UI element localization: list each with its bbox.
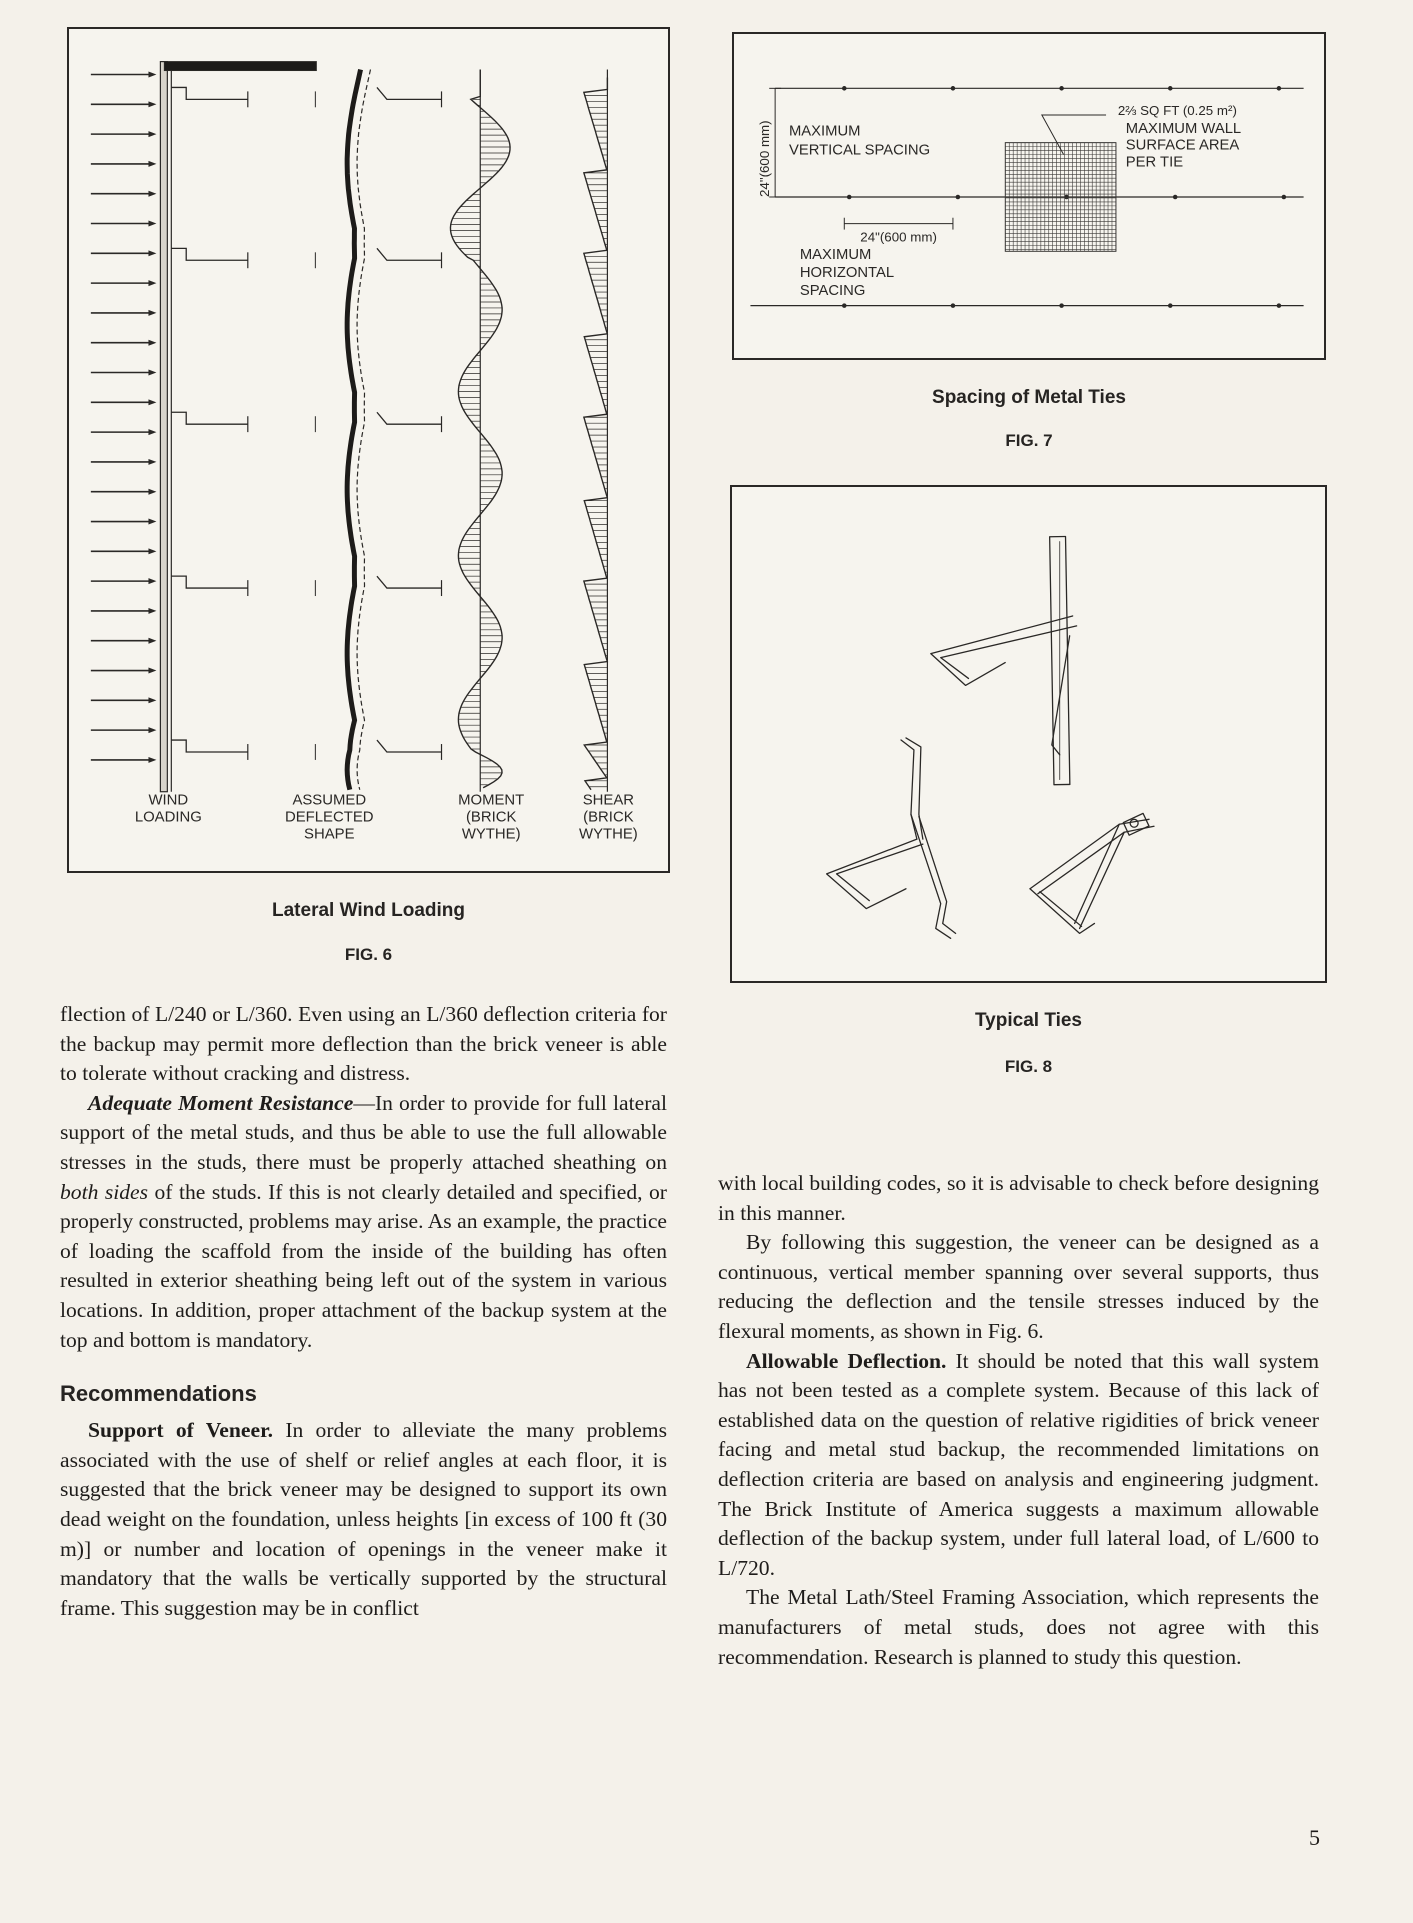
vertical-dimension-text: 24"(600 mm)	[757, 120, 773, 197]
figure-6-diagram	[69, 29, 668, 871]
svg-text:(BRICK: (BRICK	[583, 809, 634, 826]
paragraph: By following this suggestion, the veneer can be designed as a continuous, vertical member spanning over several supports, thus reducing the deflection and the tensile stresses induced by the flexural moments, as shown in Fig. 6.	[718, 1230, 1319, 1343]
run-in-heading: Adequate Moment Resistance	[88, 1090, 354, 1115]
section-heading: Recommendations	[60, 1381, 257, 1407]
figure-7-frame	[732, 32, 1326, 360]
figure-6-title: Lateral Wind Loading	[272, 900, 465, 921]
tie-with-plate	[931, 536, 1077, 784]
horizontal-dimension-text: 24"(600 mm)	[860, 229, 937, 245]
deflected-shape	[347, 70, 441, 790]
svg-text:MAXIMUM WALL: MAXIMUM WALL	[1125, 120, 1242, 137]
vertical-spacing-label: MAXIMUM	[788, 123, 861, 140]
left-column	[60, 1000, 667, 1623]
svg-text:MOMENT: MOMENT	[458, 792, 525, 809]
svg-text:VERTICAL SPACING: VERTICAL SPACING	[788, 142, 931, 159]
tie-z-bent	[827, 738, 956, 938]
svg-text:PER TIE: PER TIE	[1125, 154, 1184, 171]
page-number: 5	[1309, 1825, 1320, 1850]
svg-text:SHAPE: SHAPE	[304, 826, 355, 843]
figure-6-number: FIG. 6	[344, 945, 393, 964]
figure-7-title: Spacing of Metal Ties	[932, 387, 1126, 408]
svg-text:DEFLECTED: DEFLECTED	[284, 809, 374, 826]
wall-section	[160, 62, 316, 792]
svg-text:HORIZONTAL: HORIZONTAL	[799, 265, 895, 281]
figure-8-number: FIG. 8	[1004, 1057, 1053, 1076]
figure-8-frame	[730, 485, 1327, 983]
svg-text:LOADING: LOADING	[134, 809, 202, 826]
paragraph: Adequate Moment Resistance—In order to provide for full lateral support of the metal studs, and thus be able to use the full allowable stresses in the studs, there must be properly attached sheathing on both sides of the studs. If this is not clearly detailed and specified, or properly constructed, problems may arise. As an example, the practice of loading the scaffold from the inside of the building has often resulted in exterior sheathing being left out of the system in various locations. In addition, proper attachment of the backup system at the top and bottom is mandatory.	[60, 1090, 667, 1352]
paragraph: flection of L/240 or L/360. Even using an L/360 deflection criteria for the backup may permit more deflection than the brick veneer is able to tolerate without cracking and distress.	[60, 1002, 667, 1086]
svg-text:(BRICK: (BRICK	[465, 809, 517, 826]
svg-text:WIND: WIND	[148, 792, 189, 809]
svg-text:SURFACE AREA: SURFACE AREA	[1125, 137, 1240, 154]
wind-loading-label	[135, 793, 202, 826]
right-column	[718, 1169, 1319, 1672]
figure-8-title: Typical Ties	[974, 1010, 1082, 1031]
deflected-shape-label	[285, 793, 374, 843]
svg-text:SHEAR: SHEAR	[582, 792, 635, 809]
horizontal-dimension	[844, 218, 953, 230]
moment-label	[458, 793, 524, 843]
svg-text:WYTHE): WYTHE)	[579, 826, 638, 843]
paragraph: The Metal Lath/Steel Framing Association, which represents the manufacturers of metal studs, does not agree with this recommendation. Research is planned to study this question.	[718, 1585, 1319, 1669]
area-label: 2⅔ SQ FT (0.25 m²)	[1117, 103, 1237, 118]
figure-8-diagram	[732, 487, 1325, 981]
shear-diagram	[584, 70, 608, 792]
svg-text:WYTHE): WYTHE)	[461, 826, 521, 843]
paragraph: with local building codes, so it is advisable to check before designing in this manner.	[718, 1171, 1319, 1225]
run-in-heading: Allowable Deflection.	[746, 1348, 947, 1373]
shear-label	[579, 793, 638, 843]
wind-arrows	[91, 72, 157, 763]
moment-diagram	[450, 70, 510, 792]
figure-7-number: FIG. 7	[1005, 431, 1053, 450]
svg-text:SPACING: SPACING	[799, 282, 866, 299]
run-in-heading: Support of Veneer.	[88, 1418, 274, 1443]
paragraph: Support of Veneer. In order to alleviate the many problems associated with the use of shelf or relief angles at each floor, it is suggested that the brick veneer may be designed to support its own dead weight on the foundation, unless heights [in excess of 100 ft (30 m)] or number and location of openings in the veneer make it mandatory that the walls be vertically supported by the structural frame. This suggestion may be in conflict	[60, 1418, 667, 1620]
svg-text:ASSUMED: ASSUMED	[292, 792, 367, 809]
horizontal-spacing-label: MAXIMUM	[799, 247, 872, 264]
tie-adjustable	[1030, 813, 1154, 933]
figure-6-frame	[67, 27, 670, 873]
figure-7-diagram	[734, 34, 1324, 358]
paragraph: Allowable Deflection. It should be noted that this wall system has not been tested as a complete system. Because of this lack of established data on the question of relative rigidities of brick veneer facing and metal stud backup, the recommended limitations on deflection criteria are based on analysis and engineering judgment. The Brick Institute of America suggests a maximum allowable deflection of the backup system, under full lateral load, of L/600 to L/720.	[718, 1348, 1319, 1580]
